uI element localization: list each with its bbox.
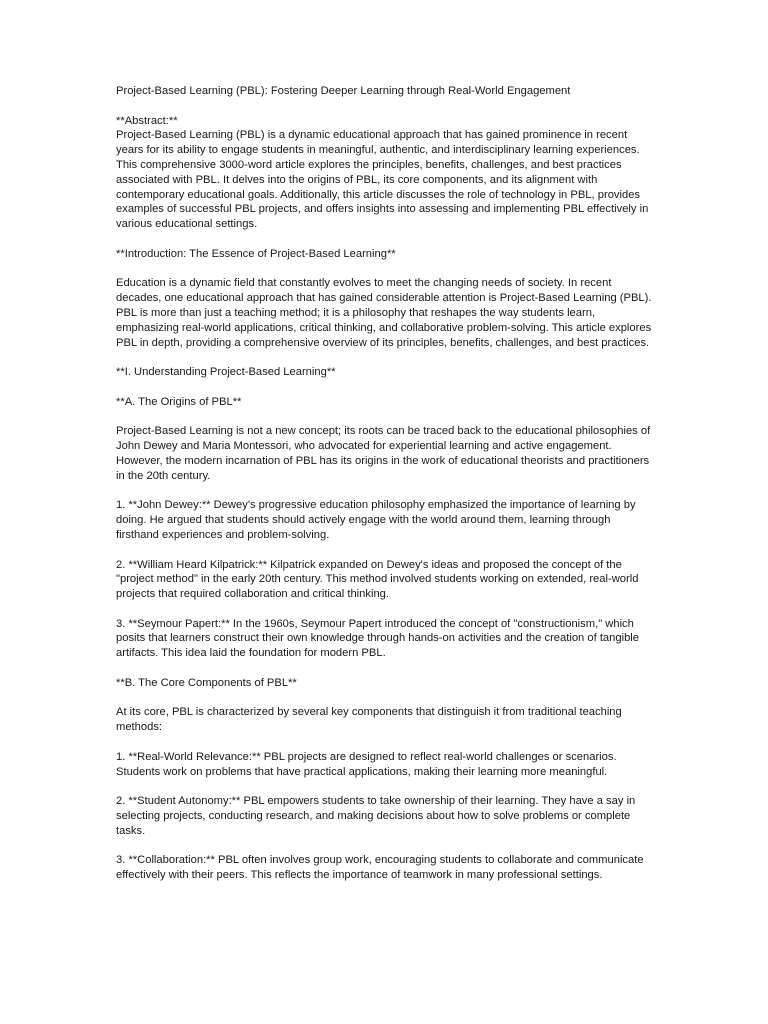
- core-components-intro: At its core, PBL is characterized by several key components that distinguish it from traditional teaching methods:: [116, 706, 622, 734]
- introduction-heading: **Introduction: The Essence of Project-Based Learning**: [116, 247, 396, 260]
- abstract-heading: **Abstract:**: [116, 114, 178, 127]
- section-1-heading: **I. Understanding Project-Based Learning**: [116, 366, 336, 379]
- introduction-paragraph: Education is a dynamic field that constantly evolves to meet the changing needs of society. In recent decades, one educational approach that has gained considerable attention is Project-Based Learning (PBL). PBL is more than just a teaching method; it is a philosophy that reshapes the way students learn, emphasizing real-world applications, critical thinking, and collaborative problem-solving. This article explores PBL in depth, providing a comprehensive overview of its principles, benefits, challenges, and best practices.: [116, 277, 652, 349]
- origins-paragraph: Project-Based Learning is not a new concept; its roots can be traced back to the educational philosophies of John Dewey and Maria Montessori, who advocated for experiential learning and active engagement. However, the modern incarnation of PBL has its origins in the work of educational theorists and practitioners in the 20th century.: [116, 425, 651, 482]
- origins-item-papert: 3. **Seymour Papert:** In the 1960s, Seymour Papert introduced the concept of "constructionism," which posits that learners construct their own knowledge through hands-on activities and the creation of tangible artifacts. This idea laid the foundation for modern PBL.: [116, 617, 640, 660]
- origins-item-dewey: 1. **John Dewey:** Dewey's progressive education philosophy emphasized the importance of learning by doing. He argued that students should actively engage with the world around them, learning through firsthand experiences and problem-solving.: [116, 499, 636, 541]
- origins-item-kilpatrick: 2. **William Heard Kilpatrick:** Kilpatrick expanded on Dewey's ideas and proposed the concept of the "project method" in the early 20th century. This method involved students working on extended, real-world projects that required collaboration and critical thinking.: [116, 558, 639, 601]
- section-b-heading: **B. The Core Components of PBL**: [116, 676, 297, 689]
- core-item-collaboration: 3. **Collaboration:** PBL often involves group work, encouraging students to collaborate and communicate effectively with their peers. This reflects the importance of teamwork in many professional settings.: [116, 854, 644, 882]
- abstract-paragraph: Project-Based Learning (PBL) is a dynamic educational approach that has gained prominence in recent years for its ability to engage students in meaningful, authentic, and interdisciplinary learning experiences. This comprehensive 3000-word article explores the principles, benefits, challenges, and best practices associated with PBL. It delves into the origins of PBL, its core components, and its alignment with contemporary educational goals. Additionally, this article discusses the role of technology in PBL, provides examples of successful PBL projects, and offers insights into assessing and implementing PBL effectively in various educational settings.: [116, 129, 649, 231]
- document-page: [116, 84, 656, 898]
- section-a-heading: **A. The Origins of PBL**: [116, 395, 242, 408]
- document-title: Project-Based Learning (PBL): Fostering Deeper Learning through Real-World Engagement: [116, 85, 571, 97]
- core-item-student-autonomy: 2. **Student Autonomy:** PBL empowers students to take ownership of their learning. They have a say in selecting projects, conducting research, and making decisions about how to solve problems or complete tasks.: [116, 795, 636, 837]
- core-item-real-world-relevance: 1. **Real-World Relevance:** PBL projects are designed to reflect real-world challenges or scenarios. Students work on problems that have practical applications, making their learning more meaningful.: [116, 750, 617, 778]
